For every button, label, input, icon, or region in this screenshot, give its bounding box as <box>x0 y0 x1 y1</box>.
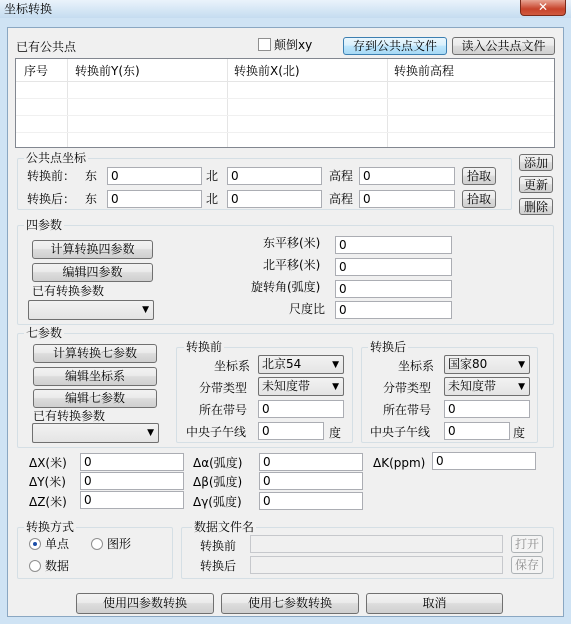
edit-four-param-button[interactable]: 编辑四参数 <box>32 263 153 282</box>
four-param-legend: 四参数 <box>26 218 63 232</box>
delta-y-label: ΔY(米) <box>29 475 66 489</box>
four-param-existing-select[interactable] <box>28 300 154 320</box>
after-zone-type-value: 未知度带 <box>448 379 497 393</box>
data-file-after-input[interactable] <box>250 556 503 574</box>
single-point-radio[interactable] <box>29 538 41 550</box>
data-radio[interactable] <box>29 560 41 572</box>
graphic-radio[interactable] <box>91 538 103 550</box>
calc-four-param-button[interactable]: 计算转换四参数 <box>32 240 153 259</box>
before-coord-system-select[interactable] <box>258 355 344 374</box>
chevron-down-icon: ▼ <box>332 382 339 392</box>
graphic-label: 图形 <box>107 537 132 551</box>
rotation-input[interactable]: 0 <box>335 280 452 298</box>
delta-z-input[interactable]: 0 <box>80 491 184 509</box>
window-title: 坐标转换 <box>4 2 53 16</box>
before-height-label: 高程 <box>329 169 354 183</box>
four-param-existing-label: 已有转换参数 <box>32 284 105 298</box>
cancel-button[interactable]: 取消 <box>366 593 503 614</box>
after-height-label: 高程 <box>329 192 354 206</box>
before-meridian-label: 中央子午线 <box>186 425 247 439</box>
after-zone-no-label: 所在带号 <box>383 403 432 417</box>
column-divider <box>67 59 68 147</box>
before-zone-type-select[interactable] <box>258 377 344 396</box>
pick-before-button[interactable]: 拾取 <box>462 167 496 185</box>
chevron-down-icon: ▼ <box>518 360 525 370</box>
delta-z-label: ΔZ(米) <box>29 495 67 509</box>
after-coord-system-select[interactable] <box>444 355 530 374</box>
after-meridian-input[interactable]: 0 <box>444 422 510 440</box>
rotation-label: 旋转角(弧度) <box>251 280 321 294</box>
after-label: 转换后： <box>27 192 76 206</box>
calc-seven-param-button[interactable]: 计算转换七参数 <box>33 344 157 363</box>
seven-param-existing-label: 已有转换参数 <box>33 409 106 423</box>
before-coord-system-value: 北京54 <box>262 357 302 371</box>
delta-alpha-label: Δα(弧度) <box>193 456 243 470</box>
east-shift-input[interactable]: 0 <box>335 236 452 254</box>
after-north-input[interactable]: 0 <box>227 190 322 208</box>
single-point-label: 单点 <box>45 537 70 551</box>
save-common-points-button[interactable]: 存到公共点文件 <box>343 37 447 55</box>
after-zone-type-label: 分带类型 <box>383 381 432 395</box>
before-zone-no-input[interactable]: 0 <box>258 400 344 418</box>
before-zone-type-label: 分带类型 <box>199 381 248 395</box>
data-file-before-input[interactable] <box>250 535 503 553</box>
use-seven-param-button[interactable]: 使用七参数转换 <box>221 593 359 614</box>
update-button[interactable]: 更新 <box>519 176 553 193</box>
data-label: 数据 <box>45 559 70 573</box>
scale-label: 尺度比 <box>289 302 326 316</box>
chevron-down-icon: ▼ <box>147 428 154 438</box>
mode-group <box>17 527 173 579</box>
load-common-points-button[interactable]: 读入公共点文件 <box>452 37 555 55</box>
edit-seven-param-button[interactable]: 编辑七参数 <box>33 389 157 408</box>
seven-param-legend: 七参数 <box>26 326 63 340</box>
after-east-input[interactable]: 0 <box>107 190 202 208</box>
column-divider <box>387 59 388 147</box>
row-line <box>16 132 554 133</box>
before-north-input[interactable]: 0 <box>227 167 322 185</box>
chevron-down-icon: ▼ <box>142 305 149 315</box>
after-north-label: 北 <box>206 192 219 206</box>
delta-x-input[interactable]: 0 <box>80 453 184 471</box>
column-header-before-x[interactable]: 转换前X(北) <box>234 64 300 78</box>
after-coord-system-label: 坐标系 <box>398 359 435 373</box>
before-east-label: 东 <box>85 169 98 183</box>
common-points-table[interactable] <box>15 58 555 148</box>
delta-x-label: ΔX(米) <box>29 456 67 470</box>
delete-button[interactable]: 删除 <box>519 198 553 215</box>
flip-xy-checkbox[interactable] <box>258 38 271 51</box>
after-coord-legend: 转换后 <box>370 340 407 354</box>
before-coord-system-label: 坐标系 <box>214 359 251 373</box>
seven-param-existing-select[interactable] <box>32 423 159 443</box>
east-shift-label: 东平移(米) <box>263 236 321 250</box>
before-label: 转换前： <box>27 169 76 183</box>
data-file-before-label: 转换前 <box>200 539 237 553</box>
before-zone-type-value: 未知度带 <box>262 379 311 393</box>
before-zone-no-label: 所在带号 <box>199 403 248 417</box>
before-east-input[interactable]: 0 <box>107 167 202 185</box>
add-button[interactable]: 添加 <box>519 154 553 171</box>
edit-coord-system-button[interactable]: 编辑坐标系 <box>33 367 157 386</box>
row-line <box>16 115 554 116</box>
delta-alpha-input[interactable]: 0 <box>259 453 363 471</box>
after-height-input[interactable]: 0 <box>359 190 455 208</box>
after-coord-system-value: 国家80 <box>448 357 488 371</box>
delta-k-label: ΔK(ppm) <box>373 456 426 470</box>
after-meridian-label: 中央子午线 <box>370 425 431 439</box>
column-header-before-y[interactable]: 转换前Y(东) <box>75 64 140 78</box>
before-meridian-input[interactable]: 0 <box>258 422 324 440</box>
column-header-index[interactable]: 序号 <box>24 64 49 78</box>
delta-gamma-input[interactable]: 0 <box>259 492 363 510</box>
after-east-label: 东 <box>85 192 98 206</box>
close-button[interactable]: ✕ <box>520 0 566 16</box>
before-degree-unit: 度 <box>329 426 342 440</box>
point-coords-legend: 公共点坐标 <box>26 151 87 165</box>
chevron-down-icon: ▼ <box>518 382 525 392</box>
data-file-after-label: 转换后 <box>200 559 237 573</box>
delta-y-input[interactable]: 0 <box>80 472 184 490</box>
after-zone-type-select[interactable] <box>444 377 530 396</box>
header-divider <box>16 81 554 82</box>
north-shift-label: 北平移(米) <box>263 258 321 272</box>
chevron-down-icon: ▼ <box>332 360 339 370</box>
column-divider <box>227 59 228 147</box>
after-zone-no-input[interactable]: 0 <box>444 400 530 418</box>
open-file-button[interactable]: 打开 <box>511 535 543 553</box>
save-file-button[interactable]: 保存 <box>511 556 543 574</box>
use-four-param-button[interactable]: 使用四参数转换 <box>76 593 214 614</box>
common-points-label: 已有公共点 <box>16 40 77 54</box>
pick-after-button[interactable]: 拾取 <box>462 190 496 208</box>
before-height-input[interactable]: 0 <box>359 167 455 185</box>
delta-beta-label: Δβ(弧度) <box>193 475 243 489</box>
delta-k-input[interactable]: 0 <box>432 452 536 470</box>
before-north-label: 北 <box>206 169 219 183</box>
flip-xy-label: 颠倒xy <box>274 38 313 52</box>
delta-beta-input[interactable]: 0 <box>259 472 363 490</box>
mode-legend: 转换方式 <box>26 520 75 534</box>
before-coord-legend: 转换前 <box>186 340 223 354</box>
after-degree-unit: 度 <box>513 426 526 440</box>
data-file-legend: 数据文件名 <box>194 520 255 534</box>
north-shift-input[interactable]: 0 <box>335 258 452 276</box>
delta-gamma-label: Δγ(弧度) <box>193 495 242 509</box>
scale-input[interactable]: 0 <box>335 301 452 319</box>
title-bar <box>0 0 571 18</box>
column-header-before-height[interactable]: 转换前高程 <box>394 64 455 78</box>
row-line <box>16 98 554 99</box>
